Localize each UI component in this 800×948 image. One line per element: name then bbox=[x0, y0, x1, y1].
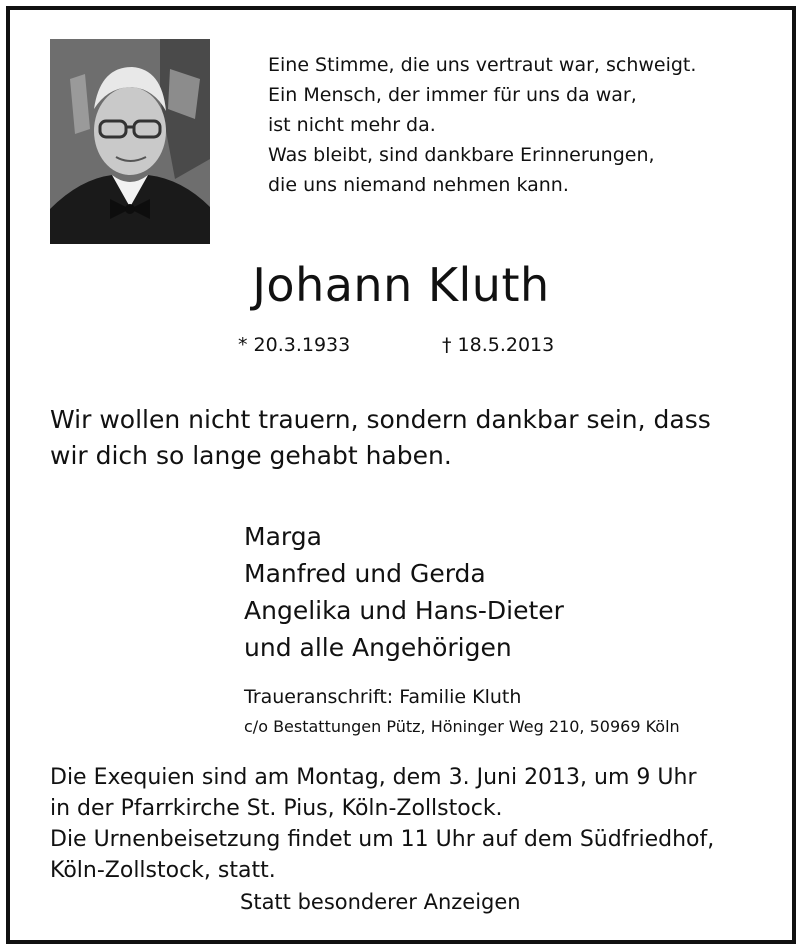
family-line: und alle Angehörigen bbox=[244, 633, 512, 662]
service-details bbox=[50, 762, 714, 886]
service-line: Die Exequien sind am Montag, dem 3. Juni 2013, um 9 Uhr bbox=[50, 765, 697, 790]
service-line: in der Pfarrkirche St. Pius, Köln-Zollstock. bbox=[50, 796, 503, 821]
poem-line: Was bleibt, sind dankbare Erinnerungen, bbox=[268, 144, 655, 166]
poem bbox=[268, 50, 778, 200]
portrait-photo bbox=[50, 39, 210, 244]
address-line: c/o Bestattungen Pütz, Höninger Weg 210, 50969 Köln bbox=[244, 717, 680, 736]
poem-line: ist nicht mehr da. bbox=[268, 114, 436, 136]
mourning-quote bbox=[50, 402, 790, 474]
birth-date: * 20.3.1933 bbox=[238, 334, 351, 356]
family-line: Angelika und Hans-Dieter bbox=[244, 596, 564, 625]
poem-line: Ein Mensch, der immer für uns da war, bbox=[268, 84, 637, 106]
mourning-address bbox=[244, 682, 680, 742]
obituary-frame bbox=[6, 6, 796, 944]
service-line: Die Urnenbeisetzung findet um 11 Uhr auf dem Südfriedhof, bbox=[50, 827, 715, 852]
quote-line: Wir wollen nicht trauern, sondern dankbar sein, dass bbox=[50, 405, 711, 434]
address-line: Traueranschrift: Familie Kluth bbox=[244, 686, 522, 708]
poem-line: Eine Stimme, die uns vertraut war, schweigt. bbox=[268, 54, 697, 76]
deceased-name: Johann Kluth bbox=[252, 258, 550, 312]
quote-line: wir dich so lange gehabt haben. bbox=[50, 441, 452, 470]
family-line: Manfred und Gerda bbox=[244, 559, 486, 588]
family-line: Marga bbox=[244, 522, 322, 551]
death-date: † 18.5.2013 bbox=[442, 334, 555, 356]
family-signatures bbox=[244, 518, 564, 666]
service-line: Köln-Zollstock, statt. bbox=[50, 858, 276, 883]
portrait-illustration bbox=[50, 39, 210, 244]
poem-line: die uns niemand nehmen kann. bbox=[268, 174, 569, 196]
closing-note: Statt besonderer Anzeigen bbox=[240, 890, 521, 914]
